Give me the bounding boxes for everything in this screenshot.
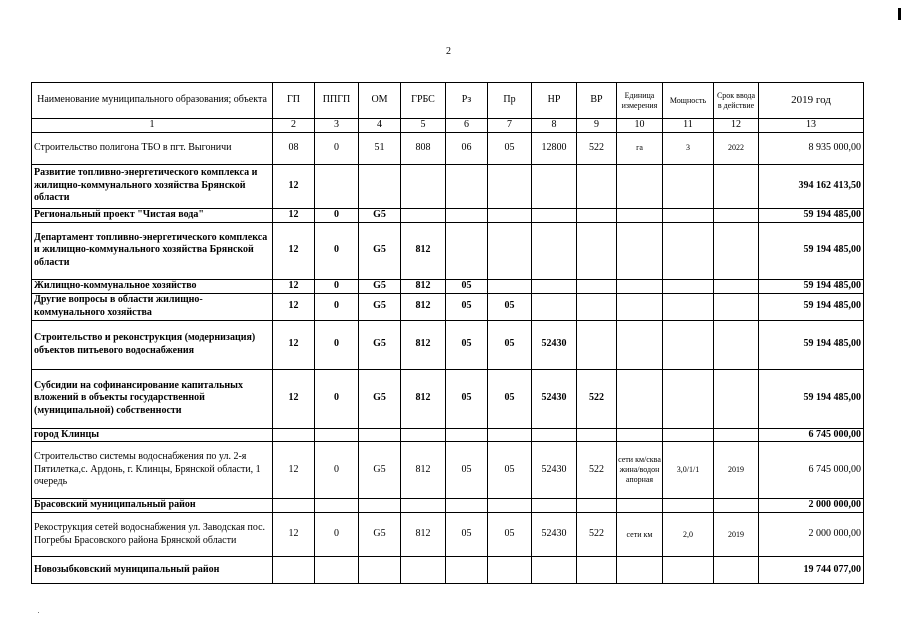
table-row [32, 369, 864, 428]
cell-term [714, 164, 759, 208]
column-number: 6 [446, 119, 488, 133]
cell-amount: 2 000 000,00 [759, 513, 864, 557]
cell-grbs [401, 164, 446, 208]
header-term: Срок ввода в действие [714, 83, 759, 119]
cell-unit [617, 428, 663, 442]
cell-unit [617, 222, 663, 279]
table-row [32, 499, 864, 513]
cell-ppgp [315, 557, 359, 584]
cell-term: 2022 [714, 132, 759, 164]
cell-nr [532, 499, 577, 513]
column-number: 5 [401, 119, 446, 133]
cell-pr [488, 222, 532, 279]
cell-om: G5 [359, 320, 401, 369]
cell-nr [532, 557, 577, 584]
cell-unit [617, 164, 663, 208]
cell-ppgp [315, 164, 359, 208]
cell-grbs [401, 208, 446, 222]
cell-power [663, 320, 714, 369]
cell-om: G5 [359, 442, 401, 499]
cell-vr [577, 320, 617, 369]
cell-term [714, 369, 759, 428]
cell-ppgp [315, 499, 359, 513]
header-nr: НР [532, 83, 577, 119]
cell-vr: 522 [577, 442, 617, 499]
row-name: Субсидии на софинансирование капитальных вложений в объекты государственной (муниципальной) собственности [32, 369, 273, 428]
page-edge-mark [898, 8, 901, 20]
cell-vr [577, 428, 617, 442]
cell-pr [488, 428, 532, 442]
cell-pr [488, 557, 532, 584]
cell-unit [617, 369, 663, 428]
row-name: Строительство системы водоснабжения по ул. 2-я Пятилетка,с. Ардонь, г. Клинцы, Брянской области, 1 очередь [32, 442, 273, 499]
cell-rz: 05 [446, 293, 488, 320]
header-rz: Рз [446, 83, 488, 119]
cell-term: 2019 [714, 442, 759, 499]
cell-unit: га [617, 132, 663, 164]
row-name: Региональный проект "Чистая вода" [32, 208, 273, 222]
cell-rz: 05 [446, 279, 488, 293]
cell-grbs: 812 [401, 442, 446, 499]
header-om: ОМ [359, 83, 401, 119]
row-name: Строительство и реконструкция (модернизация) объектов питьевого водоснабжения [32, 320, 273, 369]
column-number: 12 [714, 119, 759, 133]
cell-amount: 6 745 000,00 [759, 428, 864, 442]
cell-amount: 8 935 000,00 [759, 132, 864, 164]
cell-pr: 05 [488, 369, 532, 428]
header-ppgp: ППГП [315, 83, 359, 119]
cell-rz [446, 222, 488, 279]
cell-pr [488, 499, 532, 513]
cell-amount: 59 194 485,00 [759, 222, 864, 279]
cell-om: G5 [359, 208, 401, 222]
cell-pr: 05 [488, 320, 532, 369]
column-number: 8 [532, 119, 577, 133]
cell-rz [446, 164, 488, 208]
column-number: 11 [663, 119, 714, 133]
column-number: 10 [617, 119, 663, 133]
cell-ppgp [315, 428, 359, 442]
cell-gp: 12 [273, 222, 315, 279]
cell-power [663, 279, 714, 293]
cell-ppgp: 0 [315, 208, 359, 222]
cell-vr [577, 208, 617, 222]
cell-om [359, 428, 401, 442]
cell-gp [273, 499, 315, 513]
cell-ppgp: 0 [315, 132, 359, 164]
header-year: 2019 год [759, 83, 864, 119]
cell-power: 2,0 [663, 513, 714, 557]
cell-vr [577, 222, 617, 279]
column-number-row [32, 119, 864, 133]
table-row [32, 320, 864, 369]
cell-term [714, 428, 759, 442]
column-number: 4 [359, 119, 401, 133]
cell-term [714, 499, 759, 513]
row-name: Жилищно-коммунальное хозяйство [32, 279, 273, 293]
cell-power [663, 428, 714, 442]
header-unit: Единица измерения [617, 83, 663, 119]
cell-rz [446, 208, 488, 222]
cell-term [714, 557, 759, 584]
cell-grbs: 812 [401, 293, 446, 320]
cell-unit: сети км [617, 513, 663, 557]
cell-rz [446, 557, 488, 584]
cell-amount: 59 194 485,00 [759, 279, 864, 293]
column-number: 7 [488, 119, 532, 133]
cell-amount: 59 194 485,00 [759, 293, 864, 320]
cell-ppgp: 0 [315, 293, 359, 320]
cell-nr [532, 428, 577, 442]
cell-gp: 12 [273, 320, 315, 369]
row-name: Развитие топливно-энергетического комплекса и жилищно-коммунального хозяйства Брянской области [32, 164, 273, 208]
cell-gp: 12 [273, 279, 315, 293]
cell-power [663, 557, 714, 584]
cell-om: G5 [359, 513, 401, 557]
table-row [32, 208, 864, 222]
cell-nr: 52430 [532, 320, 577, 369]
cell-amount: 19 744 077,00 [759, 557, 864, 584]
cell-grbs: 812 [401, 320, 446, 369]
cell-nr: 52430 [532, 442, 577, 499]
cell-vr: 522 [577, 513, 617, 557]
column-number: 9 [577, 119, 617, 133]
header-vr: ВР [577, 83, 617, 119]
cell-unit [617, 557, 663, 584]
cell-amount: 394 162 413,50 [759, 164, 864, 208]
cell-grbs: 808 [401, 132, 446, 164]
cell-gp: 12 [273, 208, 315, 222]
cell-amount: 59 194 485,00 [759, 369, 864, 428]
table-row [32, 279, 864, 293]
cell-unit [617, 279, 663, 293]
row-name: Департамент топливно-энергетического комплекса и жилищно-коммунального хозяйства Брянской области [32, 222, 273, 279]
budget-table [31, 82, 864, 584]
cell-grbs: 812 [401, 279, 446, 293]
cell-vr [577, 293, 617, 320]
cell-pr [488, 279, 532, 293]
cell-nr [532, 222, 577, 279]
cell-nr [532, 293, 577, 320]
table-row [32, 428, 864, 442]
row-name: Новозыбковский муниципальный район [32, 557, 273, 584]
column-number: 13 [759, 119, 864, 133]
cell-ppgp: 0 [315, 513, 359, 557]
cell-pr: 05 [488, 293, 532, 320]
cell-nr: 52430 [532, 369, 577, 428]
cell-rz: 05 [446, 369, 488, 428]
cell-pr [488, 208, 532, 222]
cell-pr: 05 [488, 442, 532, 499]
cell-vr [577, 557, 617, 584]
page-number: 2 [446, 46, 451, 57]
cell-ppgp: 0 [315, 442, 359, 499]
cell-gp: 12 [273, 369, 315, 428]
cell-unit [617, 499, 663, 513]
header-grbs: ГРБС [401, 83, 446, 119]
cell-pr: 05 [488, 132, 532, 164]
cell-rz: 05 [446, 320, 488, 369]
cell-gp: 08 [273, 132, 315, 164]
row-name: Рекострукция сетей водоснабжения ул. Заводская пос. Погребы Брасовского района Брянской области [32, 513, 273, 557]
cell-grbs: 812 [401, 222, 446, 279]
cell-term [714, 222, 759, 279]
table-row [32, 557, 864, 584]
cell-vr [577, 279, 617, 293]
cell-amount: 59 194 485,00 [759, 320, 864, 369]
cell-ppgp: 0 [315, 279, 359, 293]
column-number: 2 [273, 119, 315, 133]
table-header-row [32, 83, 864, 119]
cell-power [663, 369, 714, 428]
cell-om: G5 [359, 279, 401, 293]
cell-power [663, 293, 714, 320]
cell-power: 3,0/1/1 [663, 442, 714, 499]
table-row [32, 442, 864, 499]
table-row [32, 222, 864, 279]
cell-grbs: 812 [401, 513, 446, 557]
cell-nr [532, 164, 577, 208]
cell-vr [577, 164, 617, 208]
column-number: 1 [32, 119, 273, 133]
cell-unit: сети км/скважина/водонапорная [617, 442, 663, 499]
cell-gp [273, 428, 315, 442]
cell-ppgp: 0 [315, 222, 359, 279]
cell-term [714, 293, 759, 320]
cell-nr [532, 279, 577, 293]
cell-vr [577, 499, 617, 513]
cell-gp: 12 [273, 293, 315, 320]
cell-vr: 522 [577, 132, 617, 164]
cell-term [714, 279, 759, 293]
cell-pr: 05 [488, 513, 532, 557]
cell-unit [617, 320, 663, 369]
cell-nr: 12800 [532, 132, 577, 164]
cell-grbs [401, 428, 446, 442]
cell-vr: 522 [577, 369, 617, 428]
cell-rz: 05 [446, 513, 488, 557]
cell-om: G5 [359, 222, 401, 279]
cell-om [359, 499, 401, 513]
scan-speck [38, 612, 39, 613]
cell-unit [617, 293, 663, 320]
cell-term: 2019 [714, 513, 759, 557]
cell-rz: 05 [446, 442, 488, 499]
table-row [32, 164, 864, 208]
cell-grbs [401, 557, 446, 584]
table-row [32, 132, 864, 164]
cell-power [663, 208, 714, 222]
cell-term [714, 208, 759, 222]
cell-ppgp: 0 [315, 320, 359, 369]
cell-rz [446, 499, 488, 513]
cell-grbs: 812 [401, 369, 446, 428]
cell-om: G5 [359, 293, 401, 320]
row-name: Строительство полигона ТБО в пгт. Выгоничи [32, 132, 273, 164]
cell-amount: 2 000 000,00 [759, 499, 864, 513]
cell-amount: 6 745 000,00 [759, 442, 864, 499]
cell-rz: 06 [446, 132, 488, 164]
cell-rz [446, 428, 488, 442]
header-name: Наименование муниципального образования; объекта [32, 83, 273, 119]
cell-term [714, 320, 759, 369]
cell-ppgp: 0 [315, 369, 359, 428]
row-name: город Клинцы [32, 428, 273, 442]
cell-gp: 12 [273, 164, 315, 208]
cell-om [359, 164, 401, 208]
cell-gp [273, 557, 315, 584]
cell-power [663, 222, 714, 279]
cell-gp: 12 [273, 442, 315, 499]
cell-power [663, 499, 714, 513]
cell-om: G5 [359, 369, 401, 428]
table-row [32, 513, 864, 557]
cell-amount: 59 194 485,00 [759, 208, 864, 222]
row-name: Другие вопросы в области жилищно-коммунального хозяйства [32, 293, 273, 320]
row-name: Брасовский муниципальный район [32, 499, 273, 513]
cell-om [359, 557, 401, 584]
column-number: 3 [315, 119, 359, 133]
cell-nr [532, 208, 577, 222]
cell-nr: 52430 [532, 513, 577, 557]
cell-power [663, 164, 714, 208]
header-power: Мощность [663, 83, 714, 119]
header-gp: ГП [273, 83, 315, 119]
cell-om: 51 [359, 132, 401, 164]
cell-gp: 12 [273, 513, 315, 557]
header-pr: Пр [488, 83, 532, 119]
cell-grbs [401, 499, 446, 513]
cell-power: 3 [663, 132, 714, 164]
cell-pr [488, 164, 532, 208]
table-row [32, 293, 864, 320]
cell-unit [617, 208, 663, 222]
